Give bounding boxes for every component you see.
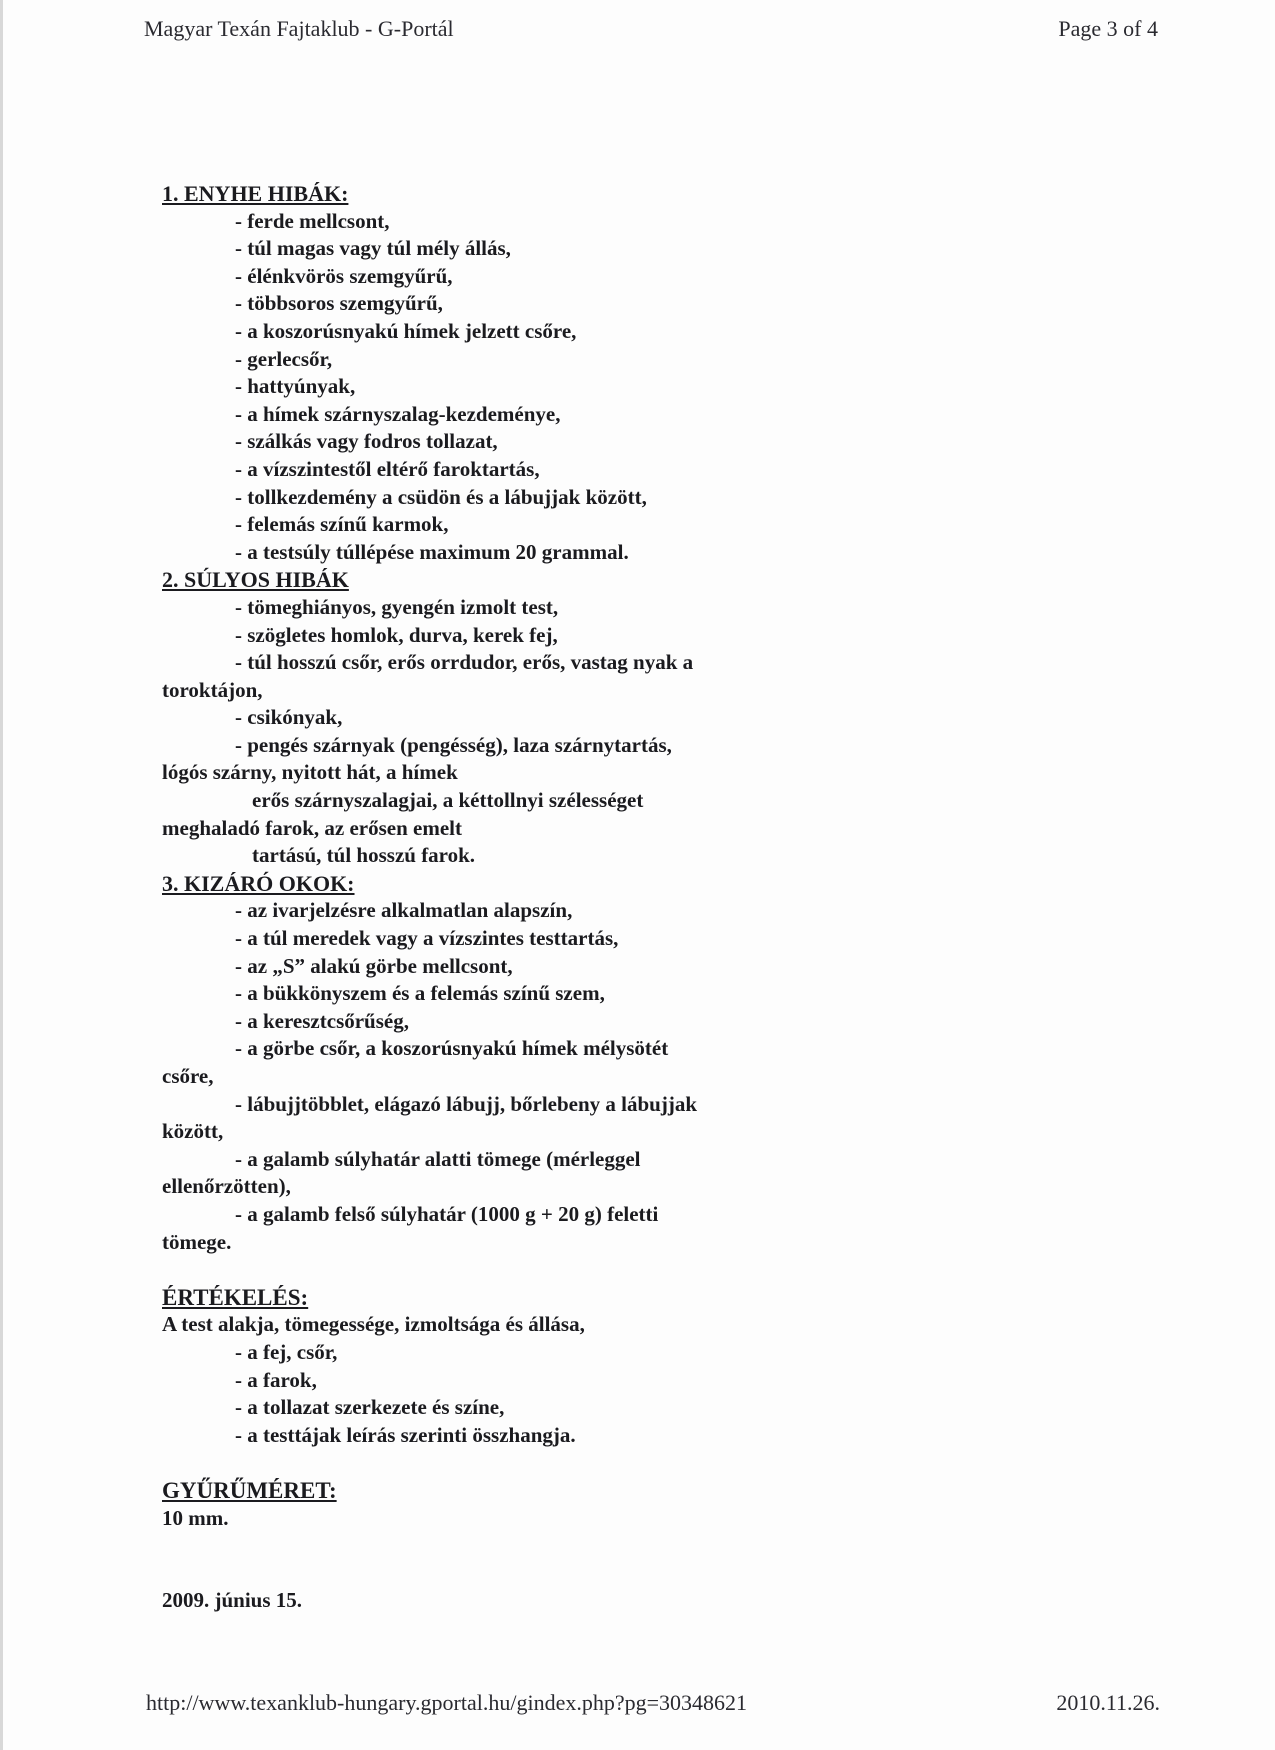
- serious-faults-heading: 2. SÚLYOS HIBÁK: [162, 567, 349, 593]
- list-item: - a keresztcsőrűség,: [235, 1008, 409, 1033]
- list-item-continuation: erős szárnyszalagjai, a kéttollnyi szélességet: [252, 788, 644, 813]
- list-item: - a vízszintestől eltérő faroktartás,: [235, 456, 540, 481]
- list-item: - gerlecsőr,: [235, 346, 333, 371]
- list-item: - többsoros szemgyűrű,: [235, 291, 443, 316]
- list-item: - a testsúly túllépése maximum 20 grammal.: [235, 539, 629, 564]
- list-item: - az ivarjelzésre alkalmatlan alapszín,: [235, 898, 573, 923]
- list-item-continuation: meghaladó farok, az erősen emelt: [162, 815, 462, 840]
- serious-faults-list: [162, 594, 1042, 870]
- list-item: - a farok,: [235, 1367, 317, 1392]
- list-item: - hattyúnyak,: [235, 374, 356, 399]
- list-item: - túl hosszú csőr, erős orrdudor, erős, vastag nyak a: [235, 650, 694, 675]
- footer-print-date: 2010.11.26.: [1056, 1690, 1160, 1715]
- list-item: - a fej, csőr,: [235, 1339, 338, 1364]
- list-item: - szálkás vagy fodros tollazat,: [235, 429, 498, 454]
- document-date: 2009. június 15.: [162, 1588, 303, 1613]
- list-item-continuation: tömege.: [162, 1229, 232, 1254]
- header-site-title: Magyar Texán Fajtaklub - G-Portál: [144, 16, 454, 41]
- list-item: - a bükkönyszem és a felemás színű szem,: [235, 981, 605, 1006]
- list-item: - a galamb felső súlyhatár (1000 g + 20 g) feletti: [235, 1201, 659, 1226]
- minor-faults-list: [162, 208, 1042, 567]
- list-item-continuation: toroktájon,: [162, 677, 263, 702]
- list-item: - a görbe csőr, a koszorúsnyakú hímek mélysötét: [235, 1036, 669, 1061]
- ring-size-value: 10 mm.: [162, 1505, 229, 1530]
- list-item: - pengés szárnyak (pengésség), laza szárnytartás,: [235, 732, 672, 757]
- list-item: - a galamb súlyhatár alatti tömege (mérleggel: [235, 1146, 641, 1171]
- list-item: - az „S” alakú görbe mellcsont,: [235, 953, 513, 978]
- evaluation-heading: ÉRTÉKELÉS:: [162, 1284, 309, 1310]
- list-item: - felemás színű karmok,: [235, 512, 449, 537]
- footer-url: http://www.texanklub-hungary.gportal.hu/gindex.php?pg=30348621: [146, 1690, 748, 1715]
- list-item: - a túl meredek vagy a vízszintes testtartás,: [235, 926, 619, 951]
- list-item: - élénkvörös szemgyűrű,: [235, 263, 453, 288]
- list-item: - ferde mellcsont,: [235, 208, 390, 233]
- list-item: - szögletes homlok, durva, kerek fej,: [235, 622, 558, 647]
- list-item-continuation: lógós szárny, nyitott hát, a hímek: [162, 760, 458, 785]
- spacer: [162, 1256, 1042, 1284]
- list-item-continuation: között,: [162, 1119, 224, 1144]
- minor-faults-heading: 1. ENYHE HIBÁK:: [162, 181, 349, 206]
- disqualifying-list: [162, 897, 1042, 1256]
- evaluation-list: [162, 1339, 1042, 1449]
- document-body: [162, 180, 1042, 1615]
- evaluation-intro: A test alakja, tömegessége, izmoltsága és állása,: [162, 1312, 585, 1337]
- header-page-info: Page 3 of 4: [1058, 16, 1158, 41]
- list-item: - a koszorúsnyakú hímek jelzett csőre,: [235, 318, 577, 343]
- list-item-continuation: ellenőrzötten),: [162, 1174, 291, 1199]
- list-item: - a testtájak leírás szerinti összhangja.: [235, 1422, 576, 1447]
- ring-size-heading: GYŰRŰMÉRET:: [162, 1477, 337, 1503]
- spacer: [162, 1449, 1042, 1477]
- list-item: - tömeghiányos, gyengén izmolt test,: [235, 594, 559, 619]
- list-item-continuation: csőre,: [162, 1064, 214, 1088]
- disqualifying-heading: 3. KIZÁRÓ OKOK:: [162, 870, 355, 896]
- spacer: [162, 1532, 1042, 1587]
- list-item: - csikónyak,: [235, 705, 343, 730]
- list-item: - a hímek szárnyszalag-kezdeménye,: [235, 401, 561, 426]
- list-item: - a tollazat szerkezete és színe,: [235, 1395, 505, 1420]
- scan-page-edge: [0, 0, 3, 1750]
- list-item: - túl magas vagy túl mély állás,: [235, 236, 511, 261]
- list-item-continuation: tartású, túl hosszú farok.: [252, 843, 476, 868]
- list-item: - lábujjtöbblet, elágazó lábujj, bőrlebeny a lábujjak: [235, 1091, 698, 1116]
- list-item: - tollkezdemény a csüdön és a lábujjak között,: [235, 484, 647, 509]
